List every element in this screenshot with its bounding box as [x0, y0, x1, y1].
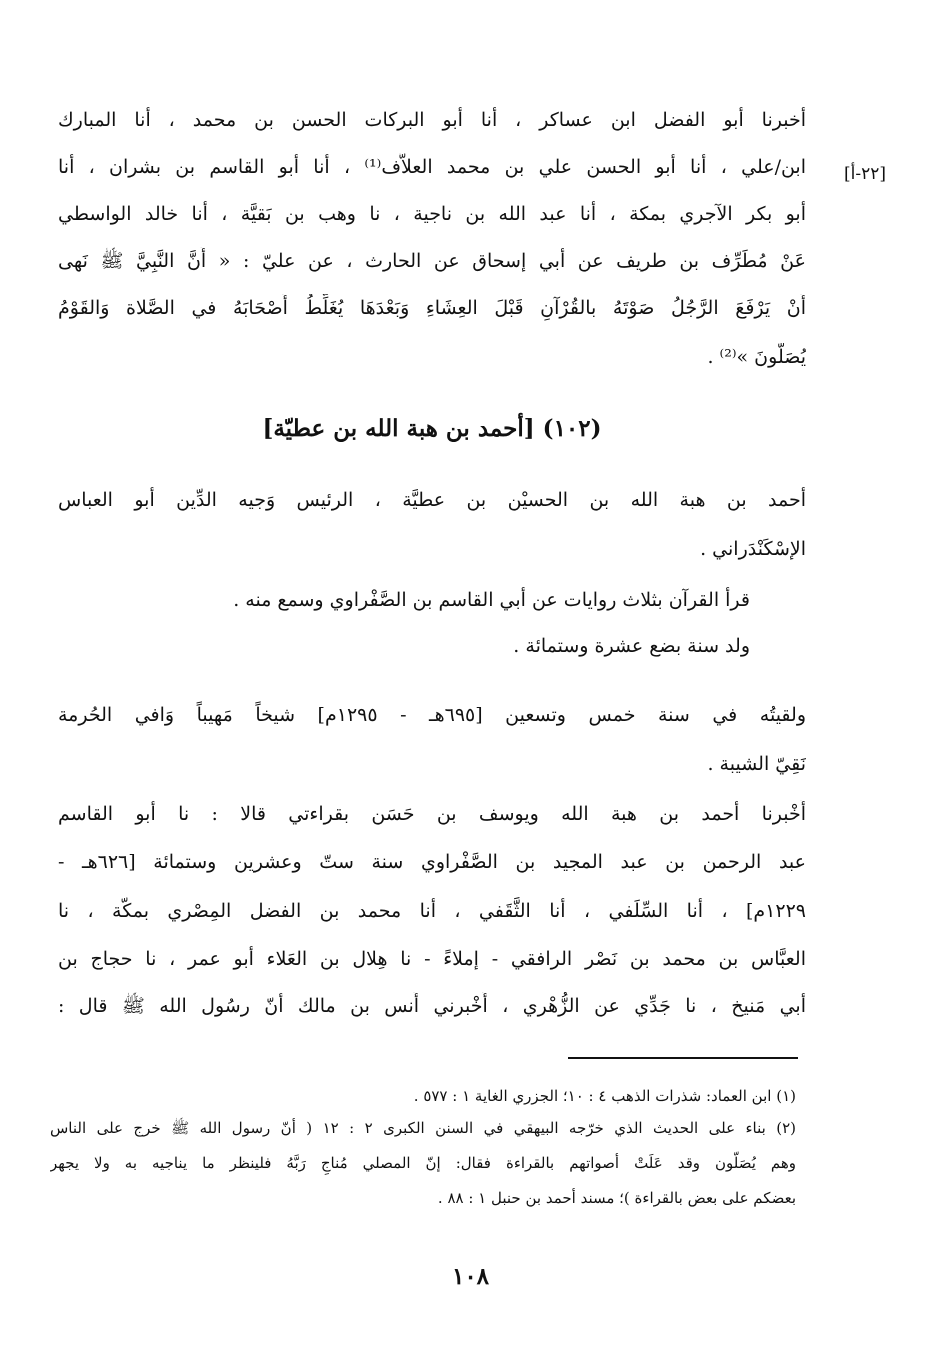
text-line: يُصَلُّونَ »⁽²⁾ .	[707, 346, 806, 368]
entry-heading: (١٠٢) [أحمد بن هبة الله بن عطيّة]	[262, 415, 602, 442]
text-line: ١٢٢٩م] ، أنا السِّلَفي ، أنا الثَّقَفي ، أنا محمد بن الفضل المِصْري بمكّة ، نا	[58, 900, 806, 922]
text-line: عَنْ مُطَرِّف بن طريف عن أبي إسحاق عن الحارث ، عن عليّ : « أَنَّ النَّبِيَّ ﷺ نَهى	[58, 250, 806, 272]
text-line: أبي مَنيخ ، نا جَدِّي عن الزُّهْري ، أَخْبرني أَنس بن مالك أنّ رسُول الله ﷺ قال :	[58, 995, 806, 1017]
text-line: العبَّاس بن محمد بن نَصْر الرافقي - إملاءً - نا هِلال بن العَلاء أبو عمر ، نا حجاج بن	[58, 948, 806, 970]
footnote-separator	[568, 1057, 798, 1059]
text-line: أَنْ يَرْفَعَ الرَّجُلُ صَوْتَهُ بالقُرْآنِ قَبْلَ العِشَاءِ وَبَعْدَهَا يُغَلِّطُ أَصْحَابَهُ في الصَّلاة وَالقَوْمُ	[58, 297, 806, 319]
text-line: الإسْكَنْدَراني .	[700, 538, 806, 560]
footnote-1: (١) ابن العماد: شذرات الذهب ٤ : ١٠؛ الجزري الغاية ١ : ٥٧٧ .	[413, 1087, 796, 1105]
margin-manuscript-marker: [٢٢-أ]	[843, 164, 886, 184]
footnote-2-cont: وهم يُصَلّون وقد عَلَتْ أصواتهم بالقراءة فقال: إنّ المصلي مُناجٍ رَبَّهُ فلينظر ما يناجيه به ولا يجهر	[50, 1154, 796, 1172]
text-line: أخبرنا أبو الفضل ابن عساكر ، أنا أبو البركات الحسن بن محمد ، أنا المبارك	[58, 109, 806, 131]
footnote-2-cont: بعضكم على بعض بالقراءة )؛ مسند أحمد بن حنبل ١ : ٨٨ .	[437, 1189, 796, 1207]
page-number: ١٠٨	[451, 1263, 490, 1290]
text-line: أبو بكر الآجري بمكة ، أنا عبد الله بن ناجية ، نا وهب بن بَقيَّة ، أنا خالد الواسطي	[58, 203, 806, 225]
text-line: ولقيتُه في سنة خمس وتسعين [٦٩٥هـ - ١٢٩٥م] شيخاً مَهيباً وَافي الحُرمة	[58, 704, 806, 726]
text-line: عبد الرحمن بن عبد المجيد بن الصَّفْراوي سنة ستّ وعشرين وستمائة [٦٢٦هـ -	[58, 851, 806, 873]
text-line: قرأ القرآن بثلاث روايات عن أبي القاسم بن الصَّفْراوي وسمع منه .	[233, 589, 750, 611]
text-line: ولد سنة بضع عشرة وستمائة .	[513, 635, 750, 657]
text-line: أحمد بن هبة الله بن الحسيْن بن عطيَّة ، الرئيس وَجيه الدِّين أبو العباس	[58, 489, 806, 511]
text-line: ابن/علي ، أنا أبو الحسن علي بن محمد العلاَّف⁽¹⁾ ، أنا أبو القاسم بن بشران ، أنا	[58, 156, 806, 178]
footnote-2: (٢) بناء على الحديث الذي خرّجه البيهقي في السنن الكبرى ٢ : ١٢ ( أنّ رسول الله ﷺ خرج على الناس	[50, 1119, 796, 1137]
text-line: نَقِيّ الشيبة .	[707, 753, 806, 775]
text-line: أَخْبرنا أحمد بن هبة الله ويوسف بن حَسَن بقراءتي قالا : نا أبو القاسم	[58, 803, 806, 825]
